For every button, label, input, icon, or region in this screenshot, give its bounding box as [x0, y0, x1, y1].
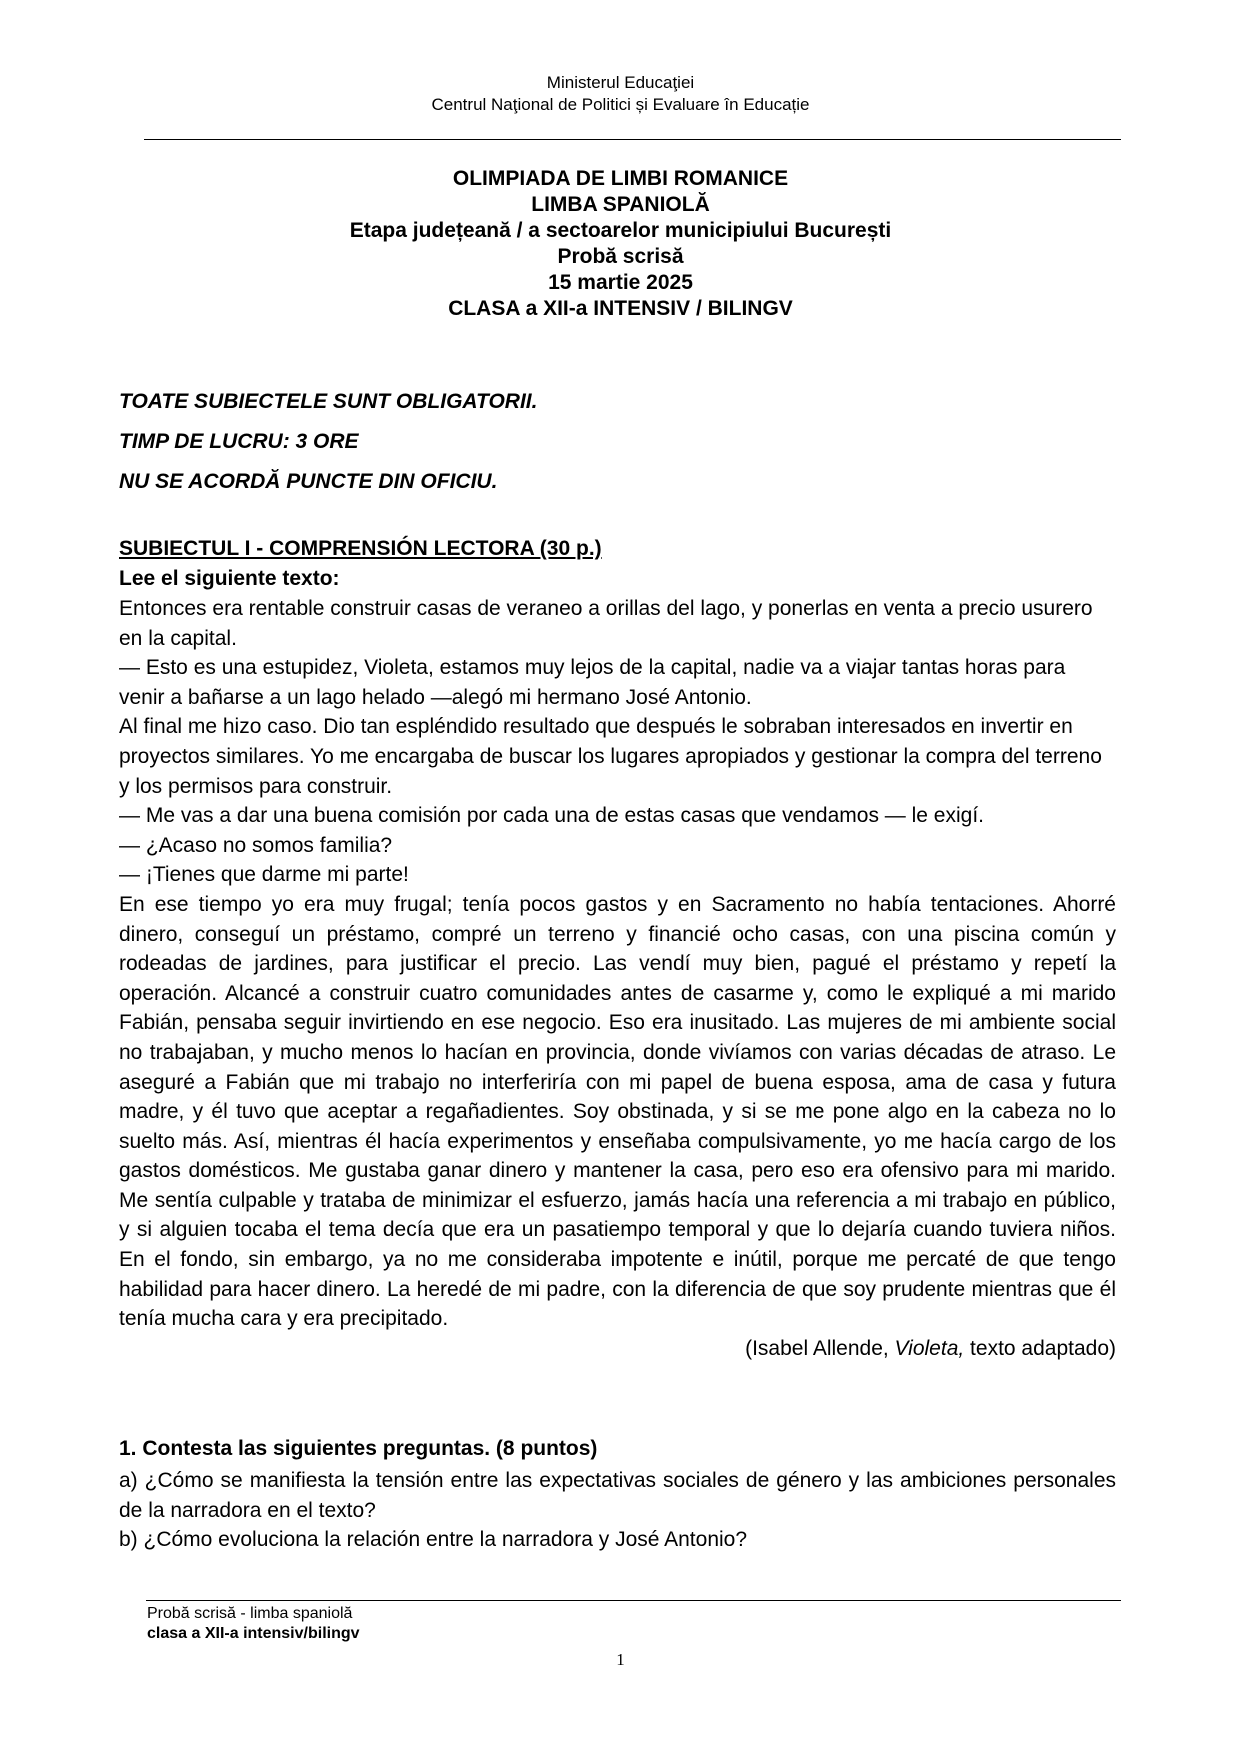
questions-list	[119, 1466, 1116, 1555]
footer-divider	[146, 1600, 1121, 1601]
section-title: SUBIECTUL I - COMPRENSIÓN LECTORA (30 p.)	[119, 537, 602, 560]
paragraph: Al final me hizo caso. Dio tan espléndido resultado que después le sobraban interesados en invertir en proyectos similares. Yo me encargaba de buscar los lugares apropiados y gestionar la compra del terreno y los permisos para construir.	[119, 715, 1102, 798]
title-stage: Etapa județeană / a sectoarelor municipiului București	[349, 219, 892, 242]
page-number: 1	[616, 1650, 625, 1669]
header-divider	[144, 139, 1121, 140]
title-date: 15 martie 2025	[548, 271, 693, 294]
paragraph: — ¡Tienes que darme mi parte!	[119, 863, 409, 887]
instruction-points: NU SE ACORDĂ PUNCTE DIN OFICIU.	[119, 470, 498, 493]
citation	[119, 1334, 1116, 1364]
instruction-time: TIMP DE LUCRU: 3 ORE	[119, 430, 359, 453]
exam-title-block	[0, 166, 1241, 322]
paragraph: En ese tiempo yo era muy frugal; tenía pocos gastos y en Sacramento no había tentaciones. Ahorré dinero, conseguí un préstamo, compré un terreno y financié ocho casas, con una piscina común y rodeadas de jardines, para justificar el precio. Las vendí muy bien, pagué el préstamo y repetí la operación. Alcancé a construir cuatro comunidades antes de casarme y, como le expliqué a mi marido Fabián, pensaba seguir invirtiendo en ese negocio. Eso era inusitado. Las mujeres de mi ambiente social no trabajaban, y mucho menos lo hacían en provincia, donde vivíamos con varias décadas de atraso. Le aseguré a Fabián que mi trabajo no interferiría con mi papel de buena esposa, ama de casa y futura madre, y él tuvo que aceptar a regañadientes. Soy obstinada, y si se me pone algo en la cabeza no lo suelto más. Así, mientras él hacía experimentos y enseñaba compulsivamente, yo me hacía cargo de los gastos domésticos. Me gustaba ganar dinero y mantener la casa, pero eso era ofensivo para mi marido. Me sentía culpable y trataba de minimizar el esfuerzo, jamás hacía una referencia a mi trabajo en público, y si alguien tocaba el tema decía que era un pasatiempo temporal y que lo dejaría cuando tuviera niños. En el fondo, sin embargo, ya no me consideraba impotente e inútil, porque me percaté de que tengo habilidad para hacer dinero. La heredé de mi padre, con la diferencia de que soy prudente mientras que él tenía mucha cara y era precipitado.	[119, 892, 1116, 1331]
paragraph: — ¿Acaso no somos familia?	[119, 833, 393, 857]
question-a: a) ¿Cómo se manifiesta la tensión entre las expectativas sociales de género y las ambiciones personales de la narradora en el texto?	[119, 1469, 1116, 1522]
footer-test: Probă scrisă - limba spaniolă	[147, 1605, 353, 1622]
footer	[147, 1604, 360, 1644]
paragraph: — Esto es una estupidez, Violeta, estamos muy lejos de la capital, nadie va a viajar tantas horas para venir a bañarse a un lago helado —alegó mi hermano José Antonio.	[119, 656, 1066, 709]
paragraph: Entonces era rentable construir casas de veraneo a orillas del lago, y ponerlas en venta a precio usurero en la capital.	[119, 597, 1093, 650]
paragraph: — Me vas a dar una buena comisión por cada una de estas casas que vendamos — le exigí.	[119, 804, 984, 828]
title-language: LIMBA SPANIOLĂ	[531, 193, 710, 216]
reading-lead: Lee el siguiente texto:	[119, 567, 340, 590]
question-title: 1. Contesta las siguientes preguntas. (8 puntos)	[119, 1437, 598, 1460]
citation-title: Violeta,	[894, 1336, 965, 1360]
header-center: Centrul Naţional de Politici și Evaluare în Educație	[431, 95, 810, 114]
citation-author: (Isabel Allende,	[745, 1336, 895, 1360]
title-test-type: Probă scrisă	[557, 245, 684, 268]
citation-note: texto adaptado)	[964, 1336, 1116, 1360]
title-olympiad: OLIMPIADA DE LIMBI ROMANICE	[452, 167, 789, 190]
question-b: b) ¿Cómo evoluciona la relación entre la narradora y José Antonio?	[119, 1528, 748, 1552]
footer-class: clasa a XII-a intensiv/bilingv	[147, 1625, 360, 1642]
header-ministry: Ministerul Educaţiei	[546, 73, 695, 92]
instruction-mandatory: TOATE SUBIECTELE SUNT OBLIGATORII.	[119, 390, 538, 413]
title-class: CLASA a XII-a INTENSIV / BILINGV	[448, 297, 793, 320]
reading-text	[119, 594, 1116, 1363]
